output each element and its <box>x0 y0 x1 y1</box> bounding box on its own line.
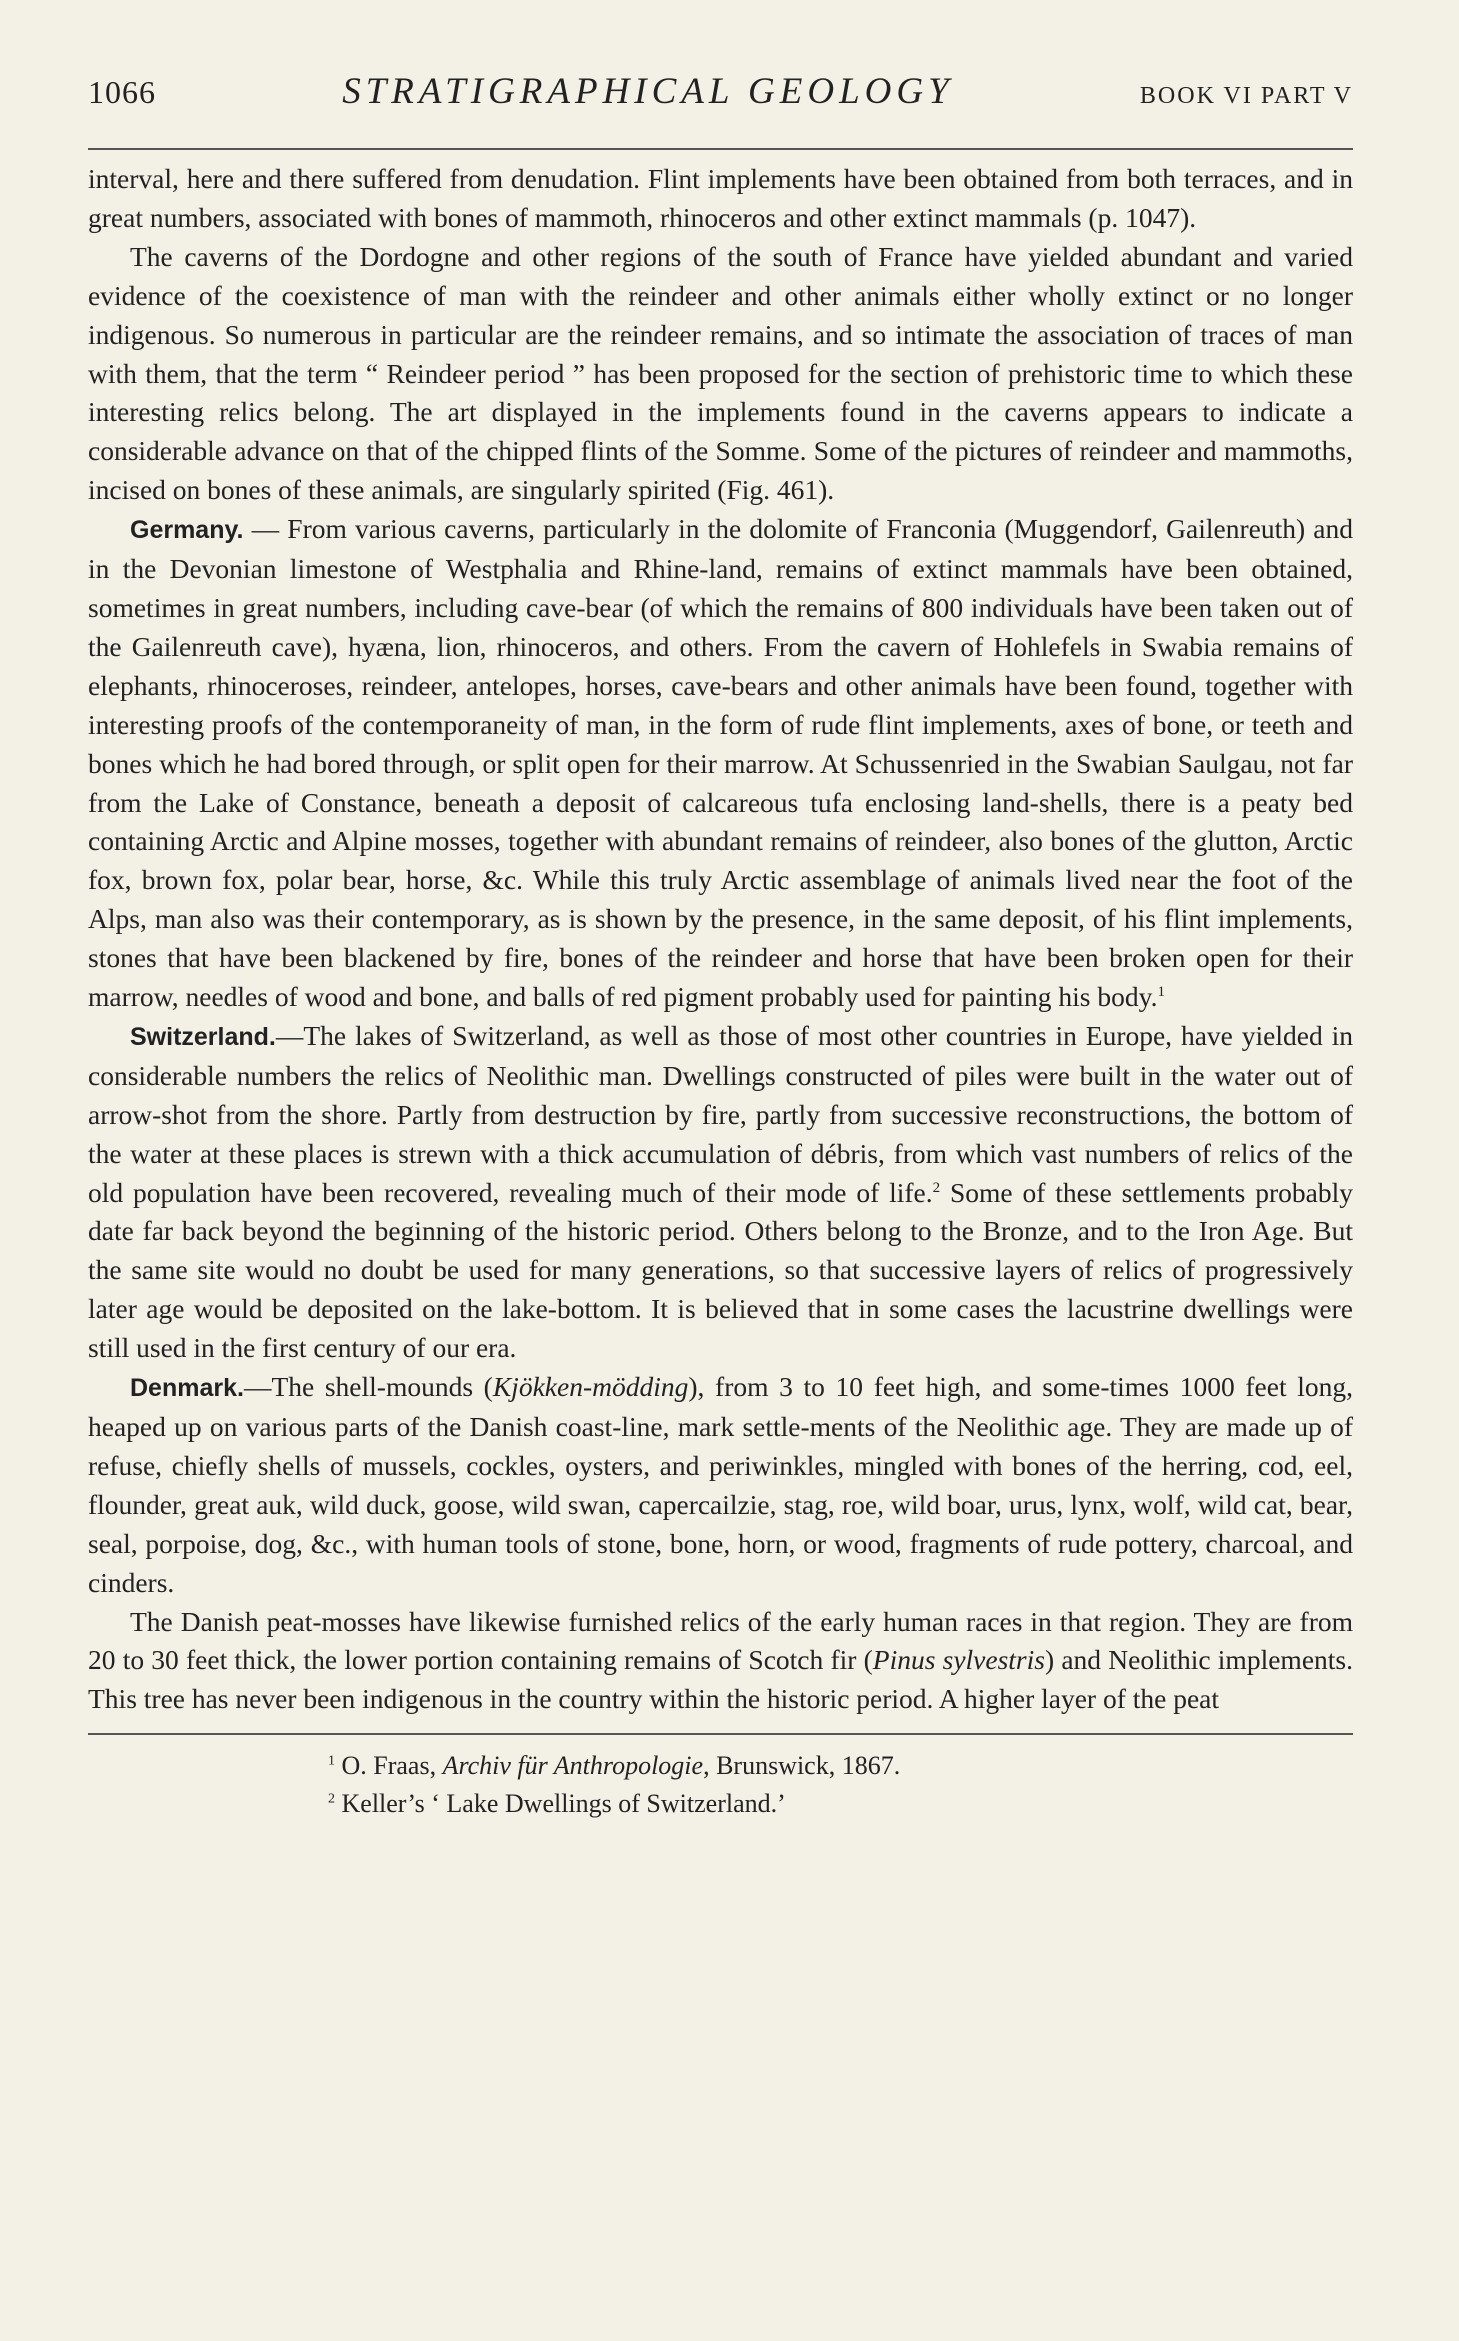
peat-text-b: ) and Neolithic implements. This tree has never been indigenous in the country within the historic period. A higher layer of the peat <box>88 1644 1353 1715</box>
heading-denmark: Denmark. <box>130 1374 244 1403</box>
book-part: BOOK VI PART V <box>1139 83 1353 109</box>
body-text <box>88 160 1353 1719</box>
footnote-ref-1: 1 <box>1157 983 1165 1000</box>
paragraph-germany <box>88 510 1353 1017</box>
footnote-mark: 2 <box>328 1791 335 1807</box>
denmark-term: Kjökken-mödding <box>492 1371 689 1403</box>
page <box>88 70 1353 1823</box>
footnote-rule <box>88 1733 1353 1735</box>
paragraph-denmark <box>88 1368 1353 1602</box>
page-number: 1066 <box>88 74 156 110</box>
paragraph-peat-mosses <box>88 1603 1353 1720</box>
germany-text: — From various caverns, particularly in the dolomite of Franconia (Muggendorf, Gailenreuth) and in the Devonian limestone of Westphalia and Rhine-land, remains of extinct mammals have been obtained, sometimes in great numbers, including cave-bear (of which the remains of 800 individuals have been taken out of the Gailenreuth cave), hyæna, lion, rhinoceros, and others. From the cavern of Hohlefels in Swabia remains of elephants, rhinoceroses, reindeer, antelopes, horses, cave-bears and other animals have been found, together with interesting proofs of the contemporaneity of man, in the form of rude flint implements, axes of bone, or teeth and bones which he had bored through, or split open for their marrow. At Schussenried in the Swabian Saulgau, not far from the Lake of Constance, beneath a deposit of calcareous tufa enclosing land-shells, there is a peaty bed containing Arctic and Alpine mosses, together with abundant remains of reindeer, also bones of the glutton, Arctic fox, brown fox, polar bear, horse, &c. While this truly Arctic assemblage of animals lived near the foot of the Alps, man also was their contemporary, as is shown by the presence, in the same deposit, of his flint implements, stones that have been blackened by fire, bones of the reindeer and horse that have been broken open for their marrow, needles of wood and bone, and balls of red pigment probably used for painting his body. <box>88 513 1353 1013</box>
heading-switzerland: Switzerland. <box>130 1022 276 1051</box>
peat-text-a: The Danish peat-mosses have likewise furnished relics of the early human races in that region. They are from 20 to 30 feet thick, the lower portion containing remains of Scotch fir ( <box>88 1605 1353 1676</box>
paragraph-dordogne: The caverns of the Dordogne and other regions of the south of France have yielded abundant and varied evidence of the coexistence of man with the reindeer and other animals either wholly extinct or no longer indigenous. So numerous in particular are the reindeer remains, and so intimate the association of traces of man with them, that the term “ Reindeer period ” has been proposed for the section of prehistoric time to which these interesting relics belong. The art displayed in the implements found in the caverns appears to indicate a considerable advance on that of the chipped flints of the Somme. Some of the pictures of reindeer and mammoths, incised on bones of these animals, are singularly spirited (Fig. 461). <box>88 240 1353 506</box>
heading-germany: Germany. <box>130 516 244 545</box>
denmark-text-a: —The shell-mounds ( <box>243 1371 493 1403</box>
footnote-2 <box>328 1785 1353 1823</box>
paragraph-1: interval, here and there suffered from denudation. Flint implements have been obtained from both terraces, and in great numbers, associated with bones of mammoth, rhinoceros and other extinct mammals (p. 1047). <box>88 163 1353 233</box>
footnote-1 <box>328 1747 1353 1785</box>
header-rule <box>88 148 1353 150</box>
footnote-mark: 1 <box>328 1753 335 1769</box>
footnote-text: Keller’s ‘ Lake Dwellings of Switzerland.’ <box>335 1789 786 1819</box>
switzerland-text-a: —The lakes of Switzerland, as well as those of most other countries in Europe, have yielded in considerable numbers the relics of Neolithic man. Dwellings constructed of piles were built in the water out of arrow-shot from the shore. Partly from destruction by fire, partly from successive reconstructions, the bottom of the water at these places is strewn with a thick accumulation of débris, from which vast numbers of relics of the old population have been recovered, revealing much of their mode of life. <box>88 1019 1353 1208</box>
footnote-ref-2: 2 <box>932 1179 941 1196</box>
running-header <box>88 70 1353 134</box>
footnote-text: , Brunswick, 1867. <box>703 1751 901 1781</box>
footnote-title: Archiv für Anthropologie <box>442 1751 704 1781</box>
switzerland-text-b: Some of these settlements probably date far back beyond the beginning of the historic period. Others belong to the Bronze, and to the Iron Age. But the same site would no doubt be used for many generations, so that successive layers of relics of progressively later age would be deposited on the lake-bottom. It is believed that in some cases the lacustrine dwellings were still used in the first century of our era. <box>88 1176 1353 1364</box>
running-title: STRATIGRAPHICAL GEOLOGY <box>342 71 954 112</box>
peat-species: Pinus sylvestris <box>872 1644 1045 1676</box>
footnote-text: O. Fraas, <box>335 1751 443 1781</box>
paragraph-switzerland <box>88 1017 1353 1368</box>
footnotes <box>88 1747 1353 1823</box>
denmark-text-b: ), from 3 to 10 feet high, and some-times 1000 feet long, heaped up on various parts of the Danish coast-line, mark settle-ments of the Neolithic age. They are made up of refuse, chiefly shells of mussels, cockles, oysters, and periwinkles, mingled with bones of the herring, cod, eel, flounder, great auk, wild duck, goose, wild swan, capercailzie, stag, roe, wild boar, urus, lynx, wolf, wild cat, bear, seal, porpoise, dog, &c., with human tools of stone, bone, horn, or wood, fragments of rude pottery, charcoal, and cinders. <box>88 1371 1353 1598</box>
